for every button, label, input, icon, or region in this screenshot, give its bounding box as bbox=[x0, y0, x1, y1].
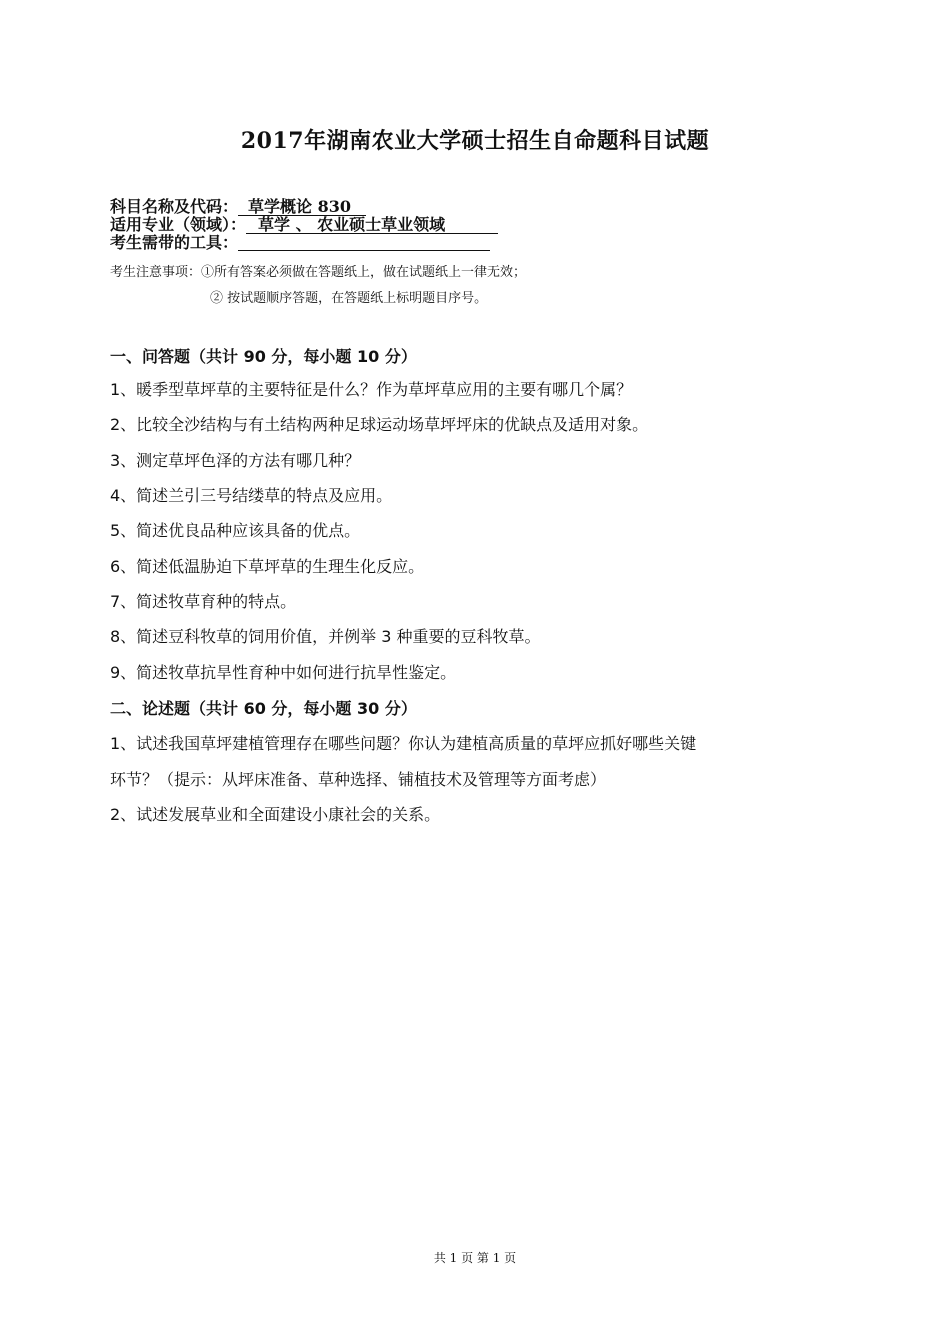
section-1-title: 一、问答题（共计 90 分，每小题 10 分） bbox=[110, 347, 417, 366]
question-1-4: 4、简述兰引三号结缕草的特点及应用。 bbox=[110, 486, 393, 505]
question-2-2: 2、试述发展草业和全面建设小康社会的关系。 bbox=[110, 805, 441, 824]
notice-line-2: ② 按试题顺序答题，在答题纸上标明题目序号。 bbox=[210, 291, 488, 306]
question-1-1: 1、暖季型草坪草的主要特征是什么？作为草坪草应用的主要有哪几个属？ bbox=[110, 380, 633, 399]
page-footer: 共 1 页 第 1 页 bbox=[433, 1251, 517, 1265]
question-1-3: 3、测定草坪色泽的方法有哪几种？ bbox=[110, 451, 361, 470]
tools-row bbox=[110, 234, 850, 252]
question-2-1-continued: 环节？（提示：从坪床准备、草种选择、铺植技术及管理等方面考虑） bbox=[110, 770, 607, 789]
question-1-6: 6、简述低温胁迫下草坪草的生理生化反应。 bbox=[110, 557, 425, 576]
question-1-9: 9、简述牧草抗旱性育种中如何进行抗旱性鉴定。 bbox=[110, 663, 457, 682]
question-1-5: 5、简述优良品种应该具备的优点。 bbox=[110, 521, 361, 540]
page-title: 2017年湖南农业大学硕士招生自命题科目试题 bbox=[240, 128, 710, 154]
major-row bbox=[110, 216, 850, 234]
exam-notice bbox=[110, 260, 526, 312]
section-2-title: 二、论述题（共计 60 分，每小题 30 分） bbox=[110, 699, 417, 718]
major-label: 适用专业（领域）： bbox=[110, 215, 247, 234]
question-2-1: 1、试述我国草坪建植管理存在哪些问题？你认为建植高质量的草坪应抓好哪些关键 bbox=[110, 734, 697, 753]
tools-value bbox=[238, 234, 490, 251]
question-1-2: 2、比较全沙结构与有土结构两种足球运动场草坪坪床的优缺点及适用对象。 bbox=[110, 415, 649, 434]
subject-label: 科目名称及代码： bbox=[110, 197, 239, 216]
tools-label: 考生需带的工具： bbox=[110, 233, 239, 252]
question-1-7: 7、简述牧草育种的特点。 bbox=[110, 592, 297, 611]
major-value: 草学 、 农业硕士草业领域 bbox=[246, 216, 498, 234]
exam-meta bbox=[110, 198, 850, 252]
notice-line-1: 考生注意事项：①所有答案必须做在答题纸上，做在试题纸上一律无效； bbox=[110, 265, 527, 280]
subject-value: 草学概论 830 bbox=[238, 198, 366, 216]
subject-row bbox=[110, 198, 850, 216]
question-1-8: 8、简述豆科牧草的饲用价值，并例举 3 种重要的豆科牧草。 bbox=[110, 627, 541, 646]
